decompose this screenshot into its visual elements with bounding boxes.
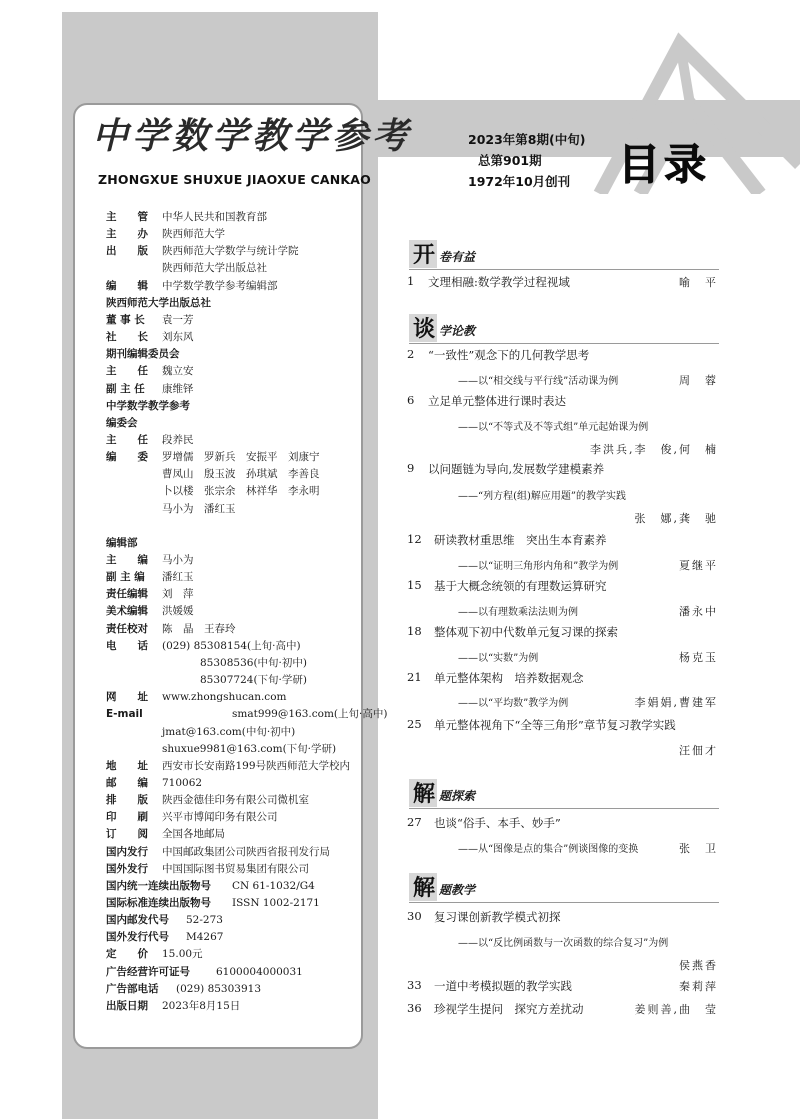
toc-author: 李洪兵,李 俊,何 楠 — [590, 443, 718, 456]
masthead-label: 社 长 — [106, 331, 148, 344]
toc-article-title[interactable]: 单元整体架构 培养数据观念 — [434, 671, 584, 685]
section-initial: 开 — [413, 243, 436, 268]
toc-article-subtitle: ——从“图像是点的集合”例谈图像的变换 — [458, 844, 639, 855]
masthead-label: 编 委 — [106, 451, 148, 464]
masthead-label: 广告经营许可证号 — [106, 965, 190, 978]
masthead-label: 广告部电话 — [106, 982, 159, 995]
toc-page-number: 27 — [407, 815, 422, 829]
masthead-value: 中国国际图书贸易集团有限公司 — [162, 862, 309, 875]
masthead-value: 刘东风 — [162, 331, 194, 344]
issue-founded: 1972年10月创刊 — [468, 174, 571, 189]
masthead-label: 国内发行 — [106, 845, 148, 858]
toc-title: 目录 — [618, 140, 711, 189]
section-rule — [409, 343, 719, 344]
masthead-value: 15.00元 — [162, 948, 203, 961]
toc-article-subtitle: ——以“不等式及不等式组”单元起始课为例 — [458, 422, 649, 433]
masthead-label: 主 管 — [106, 211, 148, 223]
toc-page-number: 21 — [407, 670, 422, 684]
journal-pinyin: ZHONGXUE SHUXUE JIAOXUE CANKAO — [98, 172, 371, 187]
masthead-value: 兴平市博闻印务有限公司 — [162, 811, 278, 824]
toc-author: 夏继平 — [679, 559, 718, 572]
toc-article-title[interactable]: 以问题链为导向,发展数学建模素养 — [428, 462, 605, 476]
masthead-value: 中国邮政集团公司陕西省报刊发行局 — [162, 845, 330, 858]
toc-page-number: 2 — [407, 347, 415, 361]
masthead-value: 710062 — [162, 776, 203, 789]
masthead-value: 马小为 潘红玉 — [162, 502, 236, 515]
toc-author: 潘永中 — [679, 605, 718, 618]
masthead-value: www.zhongshucan.com — [162, 691, 287, 704]
masthead-value: 陈 晶 王春玲 — [162, 622, 236, 635]
toc-article-subtitle: ——以“相交线与平行线”活动课为例 — [458, 376, 619, 387]
toc-page-number: 9 — [407, 461, 415, 475]
toc-author: 秦莉萍 — [679, 980, 718, 993]
toc-article-title[interactable]: 研读教材重思维 突出生本育素养 — [434, 533, 607, 547]
toc-page-number: 36 — [407, 1001, 422, 1015]
toc-page-number: 25 — [407, 717, 422, 731]
section-rule — [409, 902, 719, 903]
toc-article-title[interactable]: 单元整体视角下“全等三角形”章节复习教学实践 — [434, 718, 676, 732]
masthead-label: 主 办 — [106, 228, 148, 241]
masthead-value: 85307724(下旬·学研) — [200, 674, 307, 687]
masthead-value: ISSN 1002-2171 — [232, 897, 320, 909]
masthead-label: 国内邮发代号 — [106, 914, 169, 927]
masthead-value: 陕西师范大学 — [162, 228, 225, 241]
toc-author: 张 卫 — [679, 842, 718, 855]
masthead-label: 主 编 — [106, 554, 148, 566]
section-heading — [409, 240, 719, 268]
section-heading — [409, 873, 719, 901]
masthead-label: 网 址 — [106, 691, 148, 704]
toc-author: 杨克玉 — [679, 651, 718, 664]
toc-article-title[interactable]: 立足单元整体进行课时表达 — [428, 394, 566, 408]
masthead-value: 洪媛媛 — [162, 605, 194, 618]
masthead-value: shuxue9981@163.com(下旬·学研) — [162, 742, 337, 755]
masthead-value: 中华人民共和国教育部 — [162, 211, 267, 223]
masthead-label: 主 任 — [106, 433, 148, 446]
masthead-value: 曹凤山 殷玉波 孙琪斌 李善良 — [162, 468, 320, 481]
masthead-value: 魏立安 — [162, 365, 194, 378]
masthead-value: jmat@163.com(中旬·初中) — [162, 725, 296, 738]
masthead-value: 85308536(中旬·初中) — [200, 656, 307, 669]
masthead-label: 期刊编辑委员会 — [106, 348, 180, 361]
section-rule — [409, 808, 719, 809]
masthead-value: 全国各地邮局 — [162, 828, 225, 841]
masthead-label: 订 阅 — [106, 828, 148, 841]
toc-author: 侯燕香 — [679, 959, 718, 972]
issue-total: 总第901期 — [478, 153, 542, 168]
toc-author: 李娟娟,曹建军 — [634, 696, 718, 709]
masthead-value: 西安市长安南路199号陕西师范大学校内 — [162, 759, 351, 772]
toc-article-title[interactable]: 基于大概念统领的有理数运算研究 — [434, 579, 607, 593]
masthead-label: 印 刷 — [106, 811, 148, 824]
toc-page-number: 33 — [407, 978, 422, 992]
masthead-label: 国外发行 — [106, 862, 148, 875]
masthead-value: 刘 萍 — [162, 588, 194, 601]
masthead-label: 电 话 — [106, 639, 148, 652]
toc-author: 姜则善,曲 莹 — [634, 1003, 718, 1016]
masthead-value: (029) 85308154(上旬·高中) — [162, 639, 301, 652]
masthead-label: 定 价 — [106, 948, 148, 961]
masthead-label: 美术编辑 — [106, 605, 148, 618]
toc-article-subtitle: ——以“证明三角形内角和”教学为例 — [458, 561, 619, 572]
masthead-label: 副 主 任 — [106, 382, 145, 395]
section-title: 题探索 — [439, 789, 476, 803]
masthead-label: 编 辑 — [106, 279, 148, 292]
masthead-label: 陕西师范大学出版总社 — [106, 296, 211, 309]
masthead-value: 袁一芳 — [162, 313, 194, 326]
masthead-value: 52-273 — [186, 914, 223, 927]
toc-page-number: 15 — [407, 578, 422, 592]
masthead-label: 出 版 — [106, 245, 148, 258]
masthead-value: 马小为 — [162, 554, 194, 566]
toc-author: 喻 平 — [679, 276, 718, 289]
masthead-value: 段养民 — [162, 433, 194, 446]
toc-article-title[interactable]: 文理相融:数学教学过程视域 — [428, 275, 570, 289]
masthead-label: 邮 编 — [106, 776, 148, 789]
toc-author: 张 娜,龚 驰 — [634, 512, 718, 525]
toc-page-number: 1 — [407, 274, 415, 288]
masthead-label: 责任校对 — [106, 622, 148, 635]
toc-article-title[interactable]: 整体观下初中代数单元复习课的探索 — [434, 625, 618, 639]
masthead-label: 地 址 — [106, 759, 148, 772]
toc-author: 汪佃才 — [679, 744, 718, 757]
toc-article-subtitle: ——“列方程(组)解应用题”的教学实践 — [458, 491, 627, 502]
section-initial: 解 — [413, 876, 436, 901]
masthead-value: 陕西师范大学数学与统计学院 — [162, 245, 299, 258]
masthead-label: 董 事 长 — [106, 313, 145, 326]
section-initial: 谈 — [413, 317, 436, 342]
toc-article-title[interactable]: 复习课创新教学模式初探 — [434, 910, 561, 924]
masthead-label: 国内统一连续出版物号 — [106, 879, 211, 892]
toc-article-subtitle: ——以“平均数”教学为例 — [458, 698, 569, 709]
section-title: 学论教 — [439, 324, 476, 338]
toc-article-subtitle: ——以“反比例函数与一次函数的综合复习”为例 — [458, 938, 669, 949]
masthead-value: smat999@163.com(上旬·高中) — [232, 708, 388, 721]
masthead-value: 陕西师范大学出版总社 — [162, 262, 267, 275]
toc-article-title[interactable]: “一致性”观念下的几何教学思考 — [428, 348, 590, 362]
toc-author: 周 蓉 — [679, 374, 718, 387]
section-rule — [409, 269, 719, 270]
toc-article-title[interactable]: 一道中考模拟题的教学实践 — [434, 979, 572, 993]
masthead-label: 副 主 编 — [106, 571, 145, 584]
section-initial: 解 — [413, 782, 436, 807]
masthead-value: 罗增儒 罗新兵 安振平 刘康宁 — [162, 451, 320, 464]
masthead-value: 卜以楼 张宗余 林祥华 李永明 — [162, 485, 320, 498]
masthead-value: 2023年8月15日 — [162, 999, 241, 1012]
issue-number: 2023年第8期(中旬) — [468, 132, 586, 147]
toc-article-subtitle: ——以有理数乘法法则为例 — [458, 607, 578, 618]
masthead-label: 出版日期 — [106, 999, 148, 1012]
toc-page-number: 18 — [407, 624, 422, 638]
section-heading — [409, 779, 719, 807]
masthead-value: 陕西金德佳印务有限公司微机室 — [162, 794, 309, 807]
section-heading — [409, 314, 719, 342]
masthead-label: 主 任 — [106, 365, 148, 378]
masthead-label: 中学数学教学参考 — [106, 399, 190, 412]
toc-article-title[interactable]: 也谈“俗手、本手、妙手” — [434, 816, 561, 830]
masthead-value: M4267 — [186, 931, 224, 944]
toc-page-number: 30 — [407, 909, 422, 923]
masthead-value: (029) 85303913 — [176, 982, 262, 995]
masthead-label: E-mail — [106, 708, 143, 721]
journal-logo: 中学数学教学参考 — [92, 115, 413, 157]
masthead-label: 责任编辑 — [106, 588, 148, 601]
toc-article-title[interactable]: 珍视学生提问 探究方差扰动 — [434, 1002, 584, 1016]
toc-page-number: 6 — [407, 393, 415, 407]
masthead-value: CN 61-1032/G4 — [232, 879, 315, 892]
masthead-label: 编辑部 — [106, 536, 138, 549]
masthead-value: 6100004000031 — [216, 965, 303, 978]
masthead-label: 国际标准连续出版物号 — [106, 897, 211, 909]
masthead-label: 排 版 — [106, 794, 148, 807]
masthead-value: 中学数学教学参考编辑部 — [162, 279, 278, 292]
masthead-value: 康维铎 — [162, 382, 194, 395]
toc-article-subtitle: ——以“实数”为例 — [458, 653, 539, 664]
toc-page-number: 12 — [407, 532, 422, 546]
section-title: 卷有益 — [439, 250, 476, 264]
masthead-label: 编委会 — [106, 416, 138, 429]
section-title: 题教学 — [439, 883, 476, 897]
masthead-label: 国外发行代号 — [106, 931, 169, 944]
masthead-value: 潘红玉 — [162, 571, 194, 584]
